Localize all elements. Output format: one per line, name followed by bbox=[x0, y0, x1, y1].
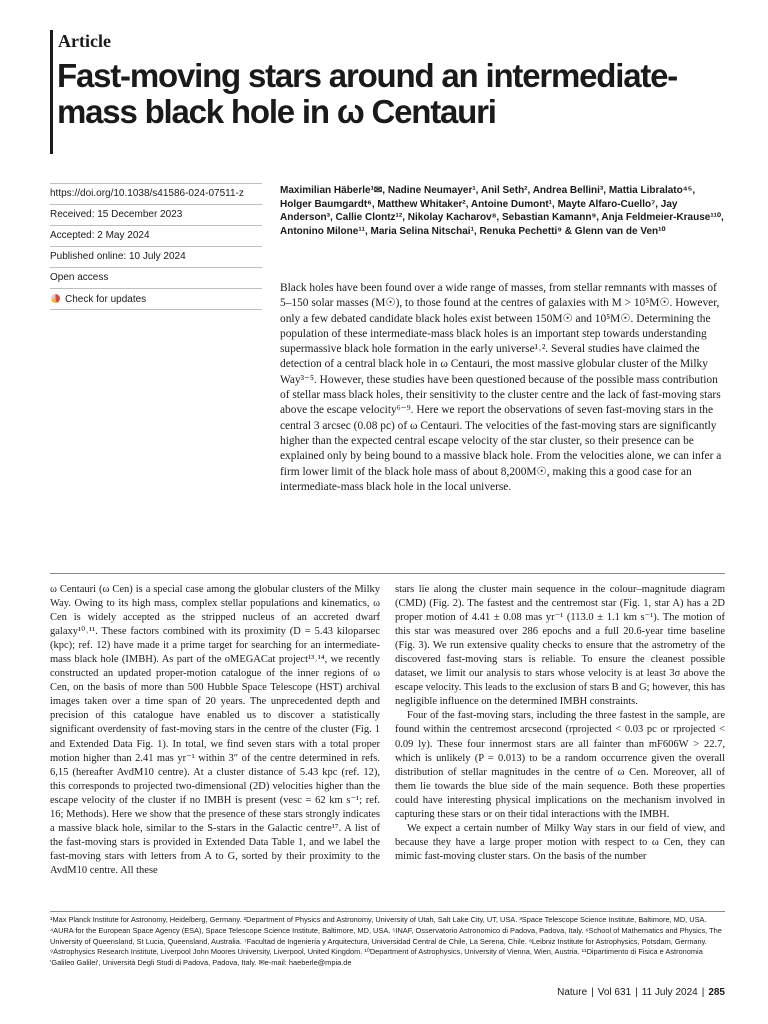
article-type-label: Article bbox=[58, 31, 111, 51]
journal-name: Nature bbox=[557, 987, 588, 998]
body-paragraph: stars lie along the cluster main sequence in the colour–magnitude diagram (CMD) (Fig. 2). The fastest and the centremost star (Fig. 1, star A) has a 2D proper motion of 4.41 ± 0.08 mas yr⁻¹ (113.0 ± 1.1 km s⁻¹). The motion of this star was measured over 286 epochs and a full 20.6-year time baseline (Fig. 3). We run extensive quality checks to ensure that the astrometry of the discovered fast-moving stars is reliable. To ensure the cleanest possible dataset, we limit our analysis to stars whose velocity is at least 3σ above the escape velocity. This leads to the exclusion of stars B and G; however, this has negligible influence on the determined IMBH constraints. bbox=[395, 584, 725, 708]
page-footer bbox=[557, 987, 725, 998]
check-updates-button[interactable] bbox=[50, 288, 262, 310]
body-column-left bbox=[50, 583, 380, 878]
affiliations-footnote bbox=[50, 915, 725, 969]
affiliations-text: ¹Max Planck Institute for Astronomy, Heidelberg, Germany. ²Department of Physics and Astronomy, University of Utah, Salt Lake City, UT, USA. ³Space Telescope Science Institute, Baltimore, MD, USA. ⁴AURA for the European Space Agency (ESA), Space Telescope Science Institute, Baltimore, MD, USA. ⁵INAF, Osservatorio Astronomico di Padova, Padova, Italy. ⁶School of Mathematics and Physics, The University of Queensland, St Lucia, Queensland, Australia. ⁷Facultad de Ingeniería y Arquitectura, Universidad Central de Chile, La Serena, Chile. ⁸Leibniz Institute for Astrophysics, Potsdam, Germany. ⁹Astrophysics Research Institute, Liverpool John Moores University, Liverpool, United Kingdom. ¹⁰Department of Astrophysics, University of Vienna, Wien, Austria. ¹¹Dipartimento di Fisica e Astronomia 'Galileo Galilei', Università Degli Studi di Padova, Padova, Italy. ✉e-mail: haeberle@mpia.de bbox=[50, 915, 722, 968]
footnote-rule bbox=[50, 911, 725, 912]
abstract bbox=[280, 281, 725, 495]
article-metadata bbox=[50, 183, 262, 310]
check-updates-label: Check for updates bbox=[65, 294, 147, 305]
issue-date: 11 July 2024 bbox=[641, 987, 698, 998]
body-paragraph: Four of the fast-moving stars, including the three fastest in the sample, are found within the centremost arcsecond (rprojected < 0.03 pc or rprojected < 0.09 ly). These four innermost stars are all fainter than mF606W > 22.7, which is unlikely (P = 0.013) to be a random occurrence given the overall distribution of stellar magnitudes in the centre of ω Cen. Moreover, all of them lie towards the blue side of the main sequence. Both these properties could have interesting physical implications on the mechanism involved in capturing these stars or on their tidal interactions with the IMBH. bbox=[395, 710, 725, 820]
author-list bbox=[280, 184, 725, 238]
article-title: Fast-moving stars around an intermediate-mass black hole in ω Centauri bbox=[57, 57, 678, 130]
body-paragraph: ω Centauri (ω Cen) is a special case among the globular clusters of the Milky Way. Owing to its high mass, complex stellar populations and kinematics, ω Cen is widely accepted as the stripped nucleus of an accreted dwarf galaxy¹⁰˒¹¹. These factors combined with its proximity (D = 5.43 kiloparsec (kpc); ref. 12) have made it a prime target for searching for an intermediate-mass black hole (IMBH). As part of the oMEGACat project¹³˒¹⁴, we recently constructed an updated proper-motion catalogue of the inner regions of ω Cen, on the basis of more than 500 Hubble Space Telescope (HST) archival images taken over a time span of 20 years. The unprecedented depth and precision of this catalogue have enabled us to discover a statistically significant overdensity of fast-moving stars in the centre of the cluster (Fig. 1 and Extended Data Fig. 1). In total, we find seven stars with a total proper motion higher than 2.41 mas yr⁻¹ within 3″ of the centre determined in refs. 6,15 (hereafter AvdM10 centre). At a cluster distance of 5.43 kpc (ref. 12), this corresponds to projected two-dimensional (2D) velocities higher than the escape velocity of the cluster if no IMBH is present (vesc = 62 km s⁻¹; ref. 16; Methods). Here we show that the presence of these stars strongly indicates a massive black hole, similar to the S-stars in the Galactic centre¹⁷. A list of the fast-moving stars is provided in Extended Data Table 1, and we label the fast-moving stars with letters from A to G, sorted by their proximity to the AvdM10 centre. All these bbox=[50, 584, 380, 876]
accepted-date: Accepted: 2 May 2024 bbox=[50, 225, 262, 246]
page-number: 285 bbox=[708, 987, 725, 998]
section-divider bbox=[50, 573, 725, 574]
published-date: Published online: 10 July 2024 bbox=[50, 246, 262, 267]
authors-text: Maximilian Häberle¹✉, Nadine Neumayer¹, Anil Seth², Andrea Bellini³, Mattia Libralato⁴⁵, Holger Baumgardt⁶, Matthew Whitaker², Antoine Dumont¹, Mayte Alfaro-Cuello⁷, Jay Anderson³, Callie Clontz¹², Nikolay Kacharov⁸, Sebastian Kamann⁹, Anja Feldmeier-Krause¹¹⁰, Antonino Milone¹¹, Maria Selina Nitschai¹, Renuka Pechetti⁹ & Glenn van de Ven¹⁰ bbox=[280, 185, 724, 237]
abstract-text: Black holes have been found over a wide range of masses, from stellar remnants with masses of 5–150 solar masses (M☉), to those found at the centres of galaxies with M > 10⁵M☉. However, only a few debated candidate black holes exist between 150M☉ and 10⁵M☉. Determining the population of these intermediate-mass black holes is an important step towards understanding supermassive black hole formation in the early universe¹˒². Several studies have claimed the detection of a central black hole in ω Centauri, the most massive globular cluster of the Milky Way³⁻⁵. However, these studies have been questioned because of the possible mass contribution of stellar mass black holes, their sensitivity to the cluster centre and the lack of fast-moving stars above the escape velocity⁶⁻⁹. Here we report the observations of seven fast-moving stars in the central 3 arcsec (0.08 pc) of ω Centauri. The velocities of the fast-moving stars are significantly higher than the expected central escape velocity of the star cluster, so their presence can be explained only by being bound to a massive black hole. From the velocities alone, we can infer a firm lower limit of the black hole mass of about 8,200M☉, making this a good case for an intermediate-mass black hole in the local universe. bbox=[280, 282, 722, 493]
footer-separator: | bbox=[701, 987, 705, 998]
crossmark-icon bbox=[50, 293, 61, 304]
open-access-label: Open access bbox=[50, 267, 262, 288]
doi-link[interactable]: https://doi.org/10.1038/s41586-024-07511-z bbox=[50, 183, 262, 204]
journal-volume: Vol 631 bbox=[597, 987, 632, 998]
footer-separator: | bbox=[635, 987, 638, 998]
header-rule bbox=[50, 30, 53, 154]
body-paragraph: We expect a certain number of Milky Way stars in our field of view, and because they have a large proper motion with respect to ω Cen, they can mimic fast-moving cluster stars. On the basis of the number bbox=[395, 822, 725, 862]
footer-separator: | bbox=[591, 987, 594, 998]
received-date: Received: 15 December 2023 bbox=[50, 204, 262, 225]
body-column-right bbox=[395, 583, 725, 864]
